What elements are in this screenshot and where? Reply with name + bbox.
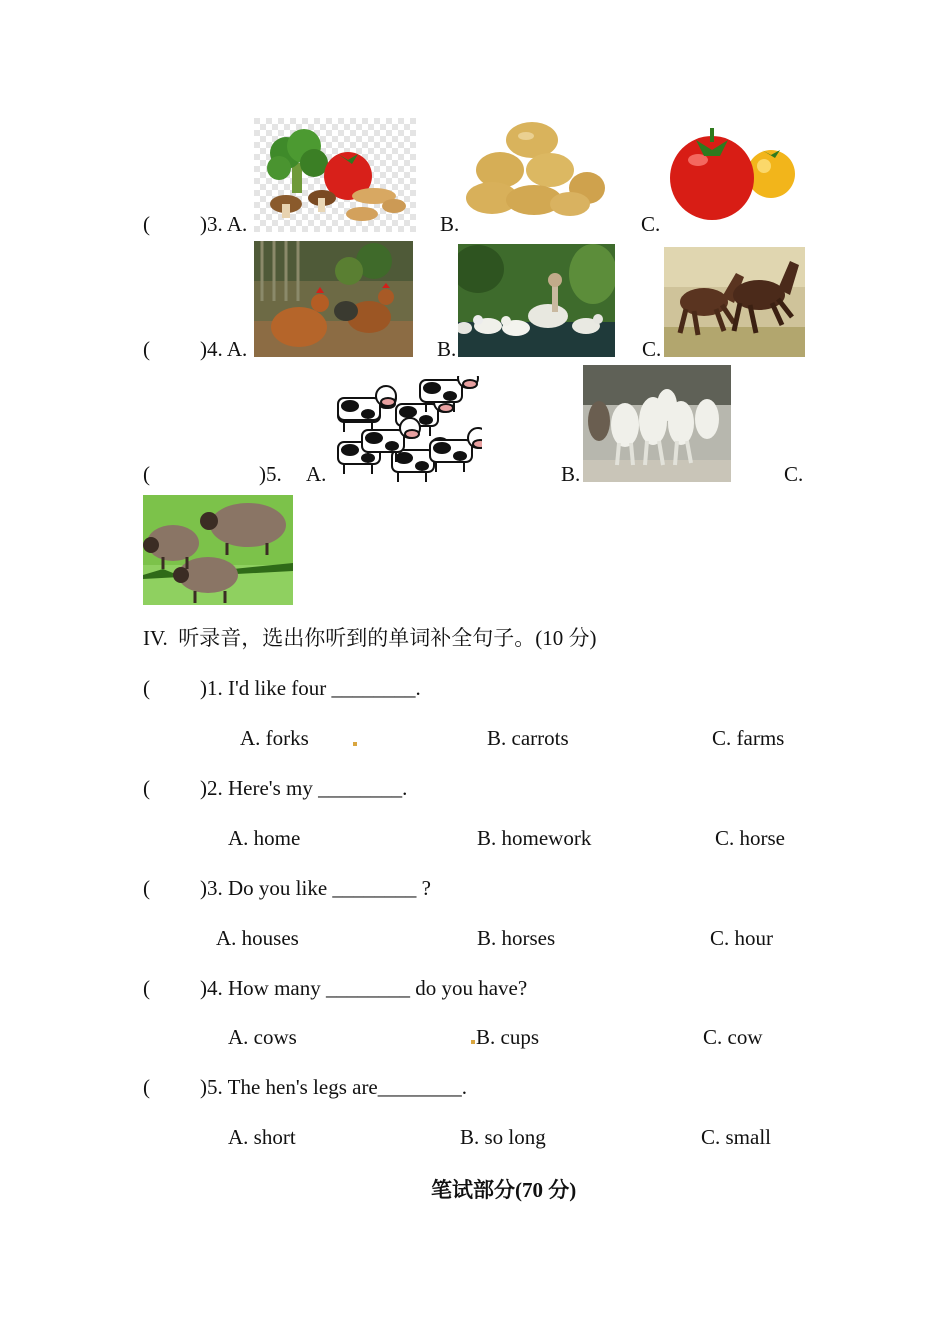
question-2-option-b[interactable]: B. homework — [477, 826, 592, 850]
section-heading: IV. 听录音，选出你听到的单词补全句子。(10 分) — [143, 626, 597, 650]
q3-number: )3. A. — [200, 212, 248, 236]
cows-image[interactable] — [334, 376, 482, 482]
sheep-image[interactable] — [143, 495, 293, 605]
written-section-title: 笔试部分(70 分) — [431, 1178, 577, 1202]
question-1-stem: )1. I'd like four ________. — [200, 676, 421, 700]
question-5-option-c[interactable]: C. small — [701, 1125, 772, 1149]
q4-c-label: C. — [642, 337, 662, 361]
question-4-paren[interactable]: ( — [143, 976, 150, 1000]
question-2-option-a[interactable]: A. home — [228, 826, 301, 850]
question-4-option-a[interactable]: A. cows — [228, 1025, 297, 1049]
q4-b-label: B. — [437, 337, 457, 361]
question-5-option-b[interactable]: B. so long — [460, 1125, 546, 1149]
question-5-option-a[interactable]: A. short — [228, 1125, 296, 1149]
q5-a-label: A. — [306, 462, 327, 486]
question-3-option-b[interactable]: B. horses — [477, 926, 556, 950]
stray-mark — [471, 1040, 475, 1044]
q4-paren: ( — [143, 337, 150, 361]
q4-number: )4. A. — [200, 337, 248, 361]
vegetables-image[interactable] — [254, 118, 416, 232]
question-2-stem: )2. Here's my ________. — [200, 776, 408, 800]
q3-paren: ( — [143, 212, 150, 236]
question-1-option-a[interactable]: A. forks — [240, 726, 309, 750]
ducks-image[interactable] — [458, 244, 615, 357]
stray-mark — [353, 742, 357, 746]
question-4-option-b[interactable]: B. cups — [476, 1025, 539, 1049]
horses-image[interactable] — [664, 247, 805, 357]
q5-b-label: B. — [561, 462, 581, 486]
question-3-option-a[interactable]: A. houses — [216, 926, 299, 950]
potatoes-image[interactable] — [462, 118, 607, 218]
q3-b-label: B. — [440, 212, 460, 236]
question-3-paren[interactable]: ( — [143, 876, 150, 900]
q5-c-label: C. — [784, 462, 804, 486]
question-2-paren[interactable]: ( — [143, 776, 150, 800]
question-5-paren[interactable]: ( — [143, 1075, 150, 1099]
question-2-option-c[interactable]: C. horse — [715, 826, 785, 850]
q3-c-label: C. — [641, 212, 661, 236]
q5-number: )5. — [259, 462, 282, 486]
question-1-option-c[interactable]: C. farms — [712, 726, 785, 750]
question-5-stem: )5. The hen's legs are________. — [200, 1075, 468, 1099]
q5-paren: ( — [143, 462, 150, 486]
hens-image[interactable] — [254, 241, 413, 357]
question-4-option-c[interactable]: C. cow — [703, 1025, 763, 1049]
question-1-paren[interactable]: ( — [143, 676, 150, 700]
white-horses-image[interactable] — [583, 365, 731, 482]
question-3-stem: )3. Do you like ________ ? — [200, 876, 431, 900]
question-4-stem: )4. How many ________ do you have? — [200, 976, 528, 1000]
tomatoes-image[interactable] — [666, 126, 802, 224]
question-3-option-c[interactable]: C. hour — [710, 926, 773, 950]
question-1-option-b[interactable]: B. carrots — [487, 726, 569, 750]
